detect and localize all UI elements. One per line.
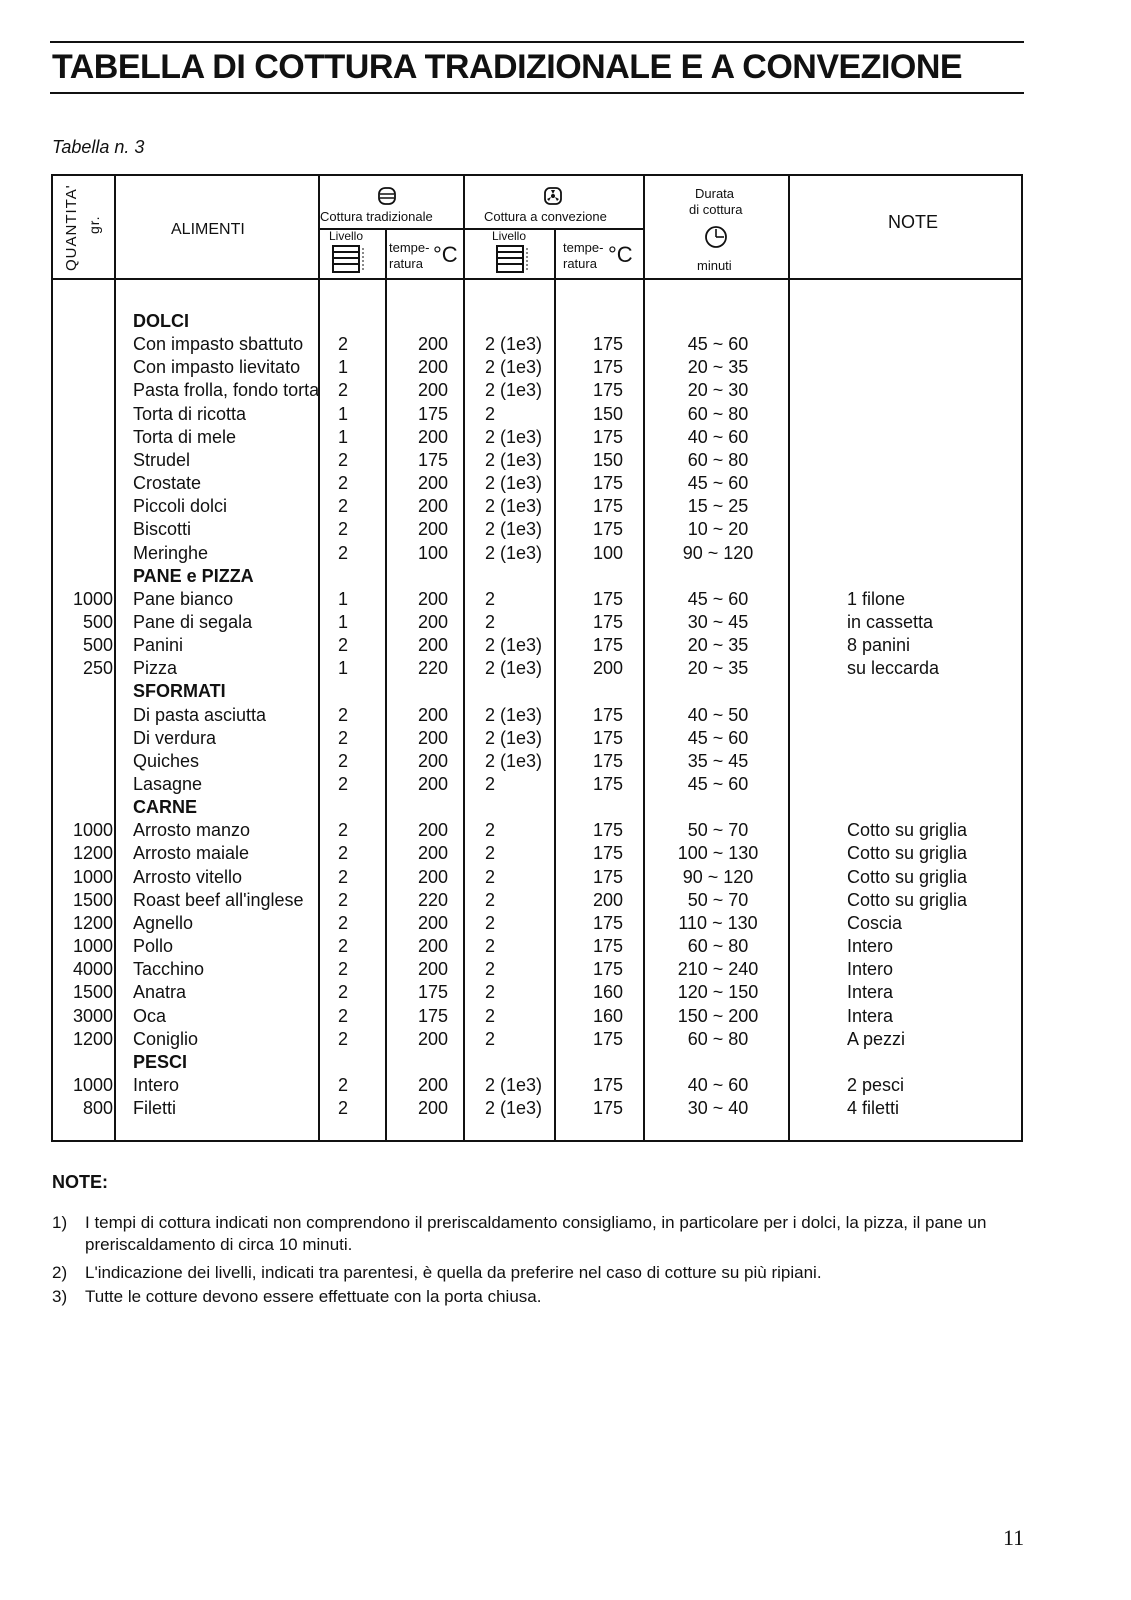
note-text: L'indicazione dei livelli, indicati tra parentesi, è quella da preferire nel caso di cotture su più ripiani.	[85, 1263, 822, 1282]
convection-temp-cell: 160	[592, 982, 624, 1003]
traditional-level-cell: 1	[338, 357, 349, 378]
quantity-cell: 1000	[72, 866, 113, 887]
convection-level-cell: 2 (1e3)	[485, 380, 543, 401]
traditional-temp-cell: 175	[417, 403, 449, 424]
level-label-trad: Livello	[329, 229, 364, 243]
duration-cell: 60 ~ 80	[687, 936, 749, 957]
convection-temp-cell: 175	[592, 588, 624, 609]
notes-title: NOTE:	[52, 1172, 108, 1192]
convection-level-cell: 2 (1e3)	[485, 1074, 543, 1095]
col-divider	[463, 176, 465, 1140]
quantity-cell: 1500	[72, 982, 113, 1003]
duration-cell: 45 ~ 60	[687, 334, 749, 355]
food-cell: Arrosto maiale	[133, 843, 250, 864]
traditional-temp-cell: 200	[417, 1098, 449, 1119]
food-cell: Tacchino	[133, 959, 205, 980]
traditional-level-cell: 2	[338, 727, 349, 748]
notes-header: NOTE	[888, 212, 939, 232]
convection-level-cell: 2	[485, 912, 496, 933]
convection-level-cell: 2	[485, 866, 496, 887]
convection-temp-cell: 160	[592, 1005, 624, 1026]
convection-temp-cell: 175	[592, 380, 624, 401]
quantity-cell: 3000	[72, 1005, 113, 1026]
duration-cell: 20 ~ 30	[687, 380, 749, 401]
food-cell: Pollo	[133, 936, 174, 957]
note-cell: 8 panini	[847, 635, 911, 656]
duration-cell: 45 ~ 60	[687, 588, 749, 609]
traditional-level-cell: 2	[338, 496, 349, 517]
title-rule-bottom	[50, 92, 1024, 94]
food-cell: Intero	[133, 1074, 180, 1095]
traditional-header: Cottura tradizionale	[320, 209, 433, 224]
traditional-temp-cell: 200	[417, 519, 449, 540]
convection-temp-cell: 175	[592, 704, 624, 725]
convection-level-cell: 2 (1e3)	[485, 496, 543, 517]
traditional-temp-cell: 200	[417, 912, 449, 933]
col-divider	[318, 176, 320, 1140]
note-number: 3)	[52, 1287, 68, 1306]
convection-level-cell: 2 (1e3)	[485, 449, 543, 470]
traditional-level-cell: 2	[338, 1005, 349, 1026]
duration-cell: 150 ~ 200	[677, 1005, 759, 1026]
convection-level-cell: 2	[485, 959, 496, 980]
convection-level-cell: 2 (1e3)	[485, 542, 543, 563]
temp-label-conv-1: tempe-	[563, 240, 604, 255]
traditional-temp-cell: 200	[417, 750, 449, 771]
note-item	[52, 1212, 1032, 1256]
traditional-temp-cell: 200	[417, 380, 449, 401]
traditional-temp-cell: 200	[417, 704, 449, 725]
quantity-cell: 1000	[72, 588, 113, 609]
duration-cell: 90 ~ 120	[682, 542, 754, 563]
fan-icon	[543, 186, 563, 211]
traditional-temp-cell: 200	[417, 936, 449, 957]
traditional-level-cell: 2	[338, 843, 349, 864]
temp-unit-trad: °C	[433, 242, 458, 267]
traditional-temp-cell: 200	[417, 959, 449, 980]
convection-header: Cottura a convezione	[484, 209, 607, 224]
traditional-temp-cell: 200	[417, 843, 449, 864]
convection-level-cell: 2	[485, 774, 496, 794]
note-cell: Coscia	[847, 912, 903, 933]
convection-temp-cell: 175	[592, 912, 624, 933]
traditional-temp-cell: 200	[417, 588, 449, 609]
convection-temp-cell: 200	[592, 889, 624, 910]
col-divider	[385, 228, 387, 1140]
note-cell: Cotto su griglia	[847, 843, 968, 864]
convection-temp-cell: 175	[592, 496, 624, 517]
convection-temp-cell: 175	[592, 1074, 624, 1095]
level-label-conv: Livello	[492, 229, 527, 243]
convection-level-cell: 2	[485, 889, 496, 910]
section-heading: SFORMATI	[133, 681, 226, 702]
food-cell: Arrosto vitello	[133, 866, 243, 887]
convection-level-cell: 2 (1e3)	[485, 750, 543, 771]
quantity-cell: 800	[82, 1098, 113, 1119]
quantity-cell: 1200	[72, 1028, 113, 1049]
convection-level-cell: 2	[485, 611, 496, 632]
food-cell: Pane bianco	[133, 588, 234, 609]
traditional-level-cell: 2	[338, 334, 349, 355]
traditional-level-cell: 2	[338, 750, 349, 771]
traditional-temp-cell: 220	[417, 658, 449, 679]
traditional-level-cell: 2	[338, 542, 349, 563]
note-cell: in cassetta	[847, 611, 934, 632]
convection-temp-cell: 175	[592, 750, 624, 771]
traditional-level-cell: 1	[338, 426, 349, 447]
note-number: 1)	[52, 1213, 68, 1232]
note-cell: Intera	[847, 982, 894, 1003]
duration-cell: 210 ~ 240	[677, 959, 759, 980]
duration-cell: 40 ~ 60	[687, 426, 749, 447]
convection-temp-cell: 175	[592, 774, 624, 794]
traditional-level-cell: 2	[338, 635, 349, 656]
header-divider	[53, 278, 1021, 280]
traditional-temp-cell: 200	[417, 635, 449, 656]
food-cell: Anatra	[133, 982, 187, 1003]
page-title: TABELLA DI COTTURA TRADIZIONALE E A CONVEZIONE	[52, 48, 963, 86]
convection-temp-cell: 175	[592, 611, 624, 632]
traditional-temp-cell: 175	[417, 1005, 449, 1026]
traditional-level-cell: 2	[338, 1098, 349, 1119]
food-cell: Roast beef all'inglese	[133, 889, 304, 910]
note-cell: 4 filetti	[847, 1098, 900, 1119]
note-text: Tutte le cotture devono essere effettuate con la porta chiusa.	[85, 1287, 542, 1306]
note-cell: Intero	[847, 936, 894, 957]
cooking-table	[51, 174, 1023, 1142]
food-cell: Agnello	[133, 912, 194, 933]
food-cell: Torta di mele	[133, 426, 237, 447]
traditional-level-cell: 2	[338, 912, 349, 933]
convection-temp-cell: 100	[592, 542, 624, 563]
convection-temp-cell: 175	[592, 936, 624, 957]
traditional-level-cell: 2	[338, 982, 349, 1003]
food-cell: Quiches	[133, 750, 200, 771]
foods-header: ALIMENTI	[171, 221, 245, 238]
table-caption: Tabella n. 3	[52, 137, 145, 157]
duration-unit: minuti	[697, 258, 732, 273]
traditional-level-cell: 2	[338, 1028, 349, 1049]
traditional-temp-cell: 200	[417, 357, 449, 378]
food-cell: Coniglio	[133, 1028, 199, 1049]
duration-cell: 120 ~ 150	[677, 982, 759, 1003]
convection-level-cell: 2	[485, 1028, 496, 1049]
convection-level-cell: 2 (1e3)	[485, 704, 543, 725]
section-heading: PESCI	[133, 1051, 188, 1072]
traditional-level-cell: 2	[338, 1074, 349, 1095]
convection-temp-cell: 175	[592, 519, 624, 540]
duration-cell: 50 ~ 70	[687, 889, 749, 910]
traditional-temp-cell: 200	[417, 334, 449, 355]
traditional-level-cell: 2	[338, 820, 349, 841]
clock-icon	[703, 224, 729, 255]
note-cell: Intera	[847, 1005, 894, 1026]
traditional-level-cell: 2	[338, 380, 349, 401]
note-cell: 1 filone	[847, 588, 906, 609]
temp-label-trad-1: tempe-	[389, 240, 430, 255]
traditional-level-cell: 2	[338, 936, 349, 957]
traditional-temp-cell: 200	[417, 611, 449, 632]
note-cell: su leccarda	[847, 658, 940, 679]
traditional-level-cell: 2	[338, 449, 349, 470]
convection-temp-cell: 175	[592, 727, 624, 748]
shelf-levels-icon	[331, 244, 367, 279]
note-number: 2)	[52, 1263, 68, 1282]
traditional-level-cell: 2	[338, 519, 349, 540]
traditional-temp-cell: 200	[417, 473, 449, 494]
convection-level-cell: 2	[485, 982, 496, 1003]
traditional-temp-cell: 100	[417, 542, 449, 563]
traditional-temp-cell: 200	[417, 820, 449, 841]
convection-temp-cell: 200	[592, 658, 624, 679]
traditional-temp-cell: 220	[417, 889, 449, 910]
duration-cell: 60 ~ 80	[687, 1028, 749, 1049]
duration-cell: 35 ~ 45	[687, 750, 749, 771]
traditional-level-cell: 1	[338, 403, 349, 424]
title-rule-top	[50, 41, 1024, 43]
duration-cell: 45 ~ 60	[687, 473, 749, 494]
traditional-temp-cell: 200	[417, 774, 449, 794]
food-cell: Con impasto sbattuto	[133, 334, 304, 355]
duration-cell: 30 ~ 40	[687, 1098, 749, 1119]
convection-level-cell: 2	[485, 588, 496, 609]
food-cell: Pane di segala	[133, 611, 253, 632]
convection-temp-cell: 150	[592, 449, 624, 470]
duration-label-2: di cottura	[689, 202, 743, 217]
traditional-level-cell: 2	[338, 959, 349, 980]
traditional-temp-cell: 200	[417, 426, 449, 447]
convection-level-cell: 2 (1e3)	[485, 519, 543, 540]
col-divider	[643, 176, 645, 1140]
convection-temp-cell: 150	[592, 403, 624, 424]
convection-temp-cell: 175	[592, 959, 624, 980]
section-heading: DOLCI	[133, 311, 189, 331]
traditional-level-cell: 2	[338, 704, 349, 725]
convection-temp-cell: 175	[592, 635, 624, 656]
food-cell: Panini	[133, 635, 184, 656]
quantity-cell: 500	[82, 635, 113, 656]
quantity-cell: 1200	[72, 912, 113, 933]
food-cell: Oca	[133, 1005, 167, 1026]
convection-level-cell: 2 (1e3)	[485, 727, 543, 748]
traditional-level-cell: 2	[338, 866, 349, 887]
subheader-divider	[318, 228, 643, 230]
traditional-temp-cell: 200	[417, 1028, 449, 1049]
convection-level-cell: 2	[485, 403, 496, 424]
note-cell: Cotto su griglia	[847, 866, 968, 887]
duration-cell: 20 ~ 35	[687, 635, 749, 656]
note-cell: Cotto su griglia	[847, 820, 968, 841]
food-cell: Strudel	[133, 449, 191, 470]
convection-level-cell: 2	[485, 1005, 496, 1026]
duration-cell: 90 ~ 120	[682, 866, 754, 887]
duration-cell: 60 ~ 80	[687, 449, 749, 470]
food-cell: Pasta frolla, fondo torta	[133, 380, 320, 401]
section-heading: CARNE	[133, 797, 198, 818]
convection-temp-cell: 175	[592, 1028, 624, 1049]
food-cell: Filetti	[133, 1098, 177, 1119]
food-cell: Lasagne	[133, 774, 203, 794]
quantity-cell: 1000	[72, 820, 113, 841]
duration-cell: 45 ~ 60	[687, 727, 749, 748]
food-cell: Arrosto manzo	[133, 820, 251, 841]
note-cell: Intero	[847, 959, 894, 980]
food-cell: Meringhe	[133, 542, 209, 563]
convection-temp-cell: 175	[592, 357, 624, 378]
convection-level-cell: 2 (1e3)	[485, 473, 543, 494]
col-divider	[788, 176, 790, 1140]
traditional-temp-cell: 200	[417, 496, 449, 517]
note-cell: 2 pesci	[847, 1074, 905, 1095]
note-cell: A pezzi	[847, 1028, 906, 1049]
convection-level-cell: 2 (1e3)	[485, 426, 543, 447]
temp-label-trad-2: ratura	[389, 256, 423, 271]
convection-level-cell: 2	[485, 820, 496, 841]
col-divider	[554, 228, 556, 1140]
duration-cell: 10 ~ 20	[687, 519, 749, 540]
quantity-unit: gr.	[86, 215, 102, 234]
quantity-cell: 500	[82, 611, 113, 632]
traditional-level-cell: 2	[338, 889, 349, 910]
traditional-temp-cell: 175	[417, 449, 449, 470]
food-cell: Pizza	[133, 658, 178, 679]
quantity-cell: 4000	[72, 959, 113, 980]
convection-temp-cell: 175	[592, 843, 624, 864]
convection-temp-cell: 175	[592, 866, 624, 887]
quantity-cell: 1500	[72, 889, 113, 910]
quantity-header: QUANTITA'	[63, 184, 80, 271]
temp-label-conv-2: ratura	[563, 256, 597, 271]
convection-level-cell: 2 (1e3)	[485, 357, 543, 378]
duration-cell: 50 ~ 70	[687, 820, 749, 841]
traditional-temp-cell: 200	[417, 727, 449, 748]
food-cell: Crostate	[133, 473, 202, 494]
note-text: I tempi di cottura indicati non comprendono il preriscaldamento consigliamo, in particolare per i dolci, la pizza, il pane un preriscaldamento di circa 10 minuti.	[85, 1213, 987, 1254]
col-divider	[114, 176, 116, 1140]
duration-cell: 40 ~ 50	[687, 704, 749, 725]
traditional-level-cell: 2	[338, 473, 349, 494]
food-cell: Di verdura	[133, 727, 217, 748]
shelf-levels-icon	[495, 244, 531, 279]
traditional-level-cell: 1	[338, 588, 349, 609]
food-cell: Biscotti	[133, 519, 192, 540]
food-cell: Di pasta asciutta	[133, 704, 267, 725]
convection-level-cell: 2 (1e3)	[485, 1098, 543, 1119]
traditional-level-cell: 1	[338, 658, 349, 679]
food-cell: Con impasto lievitato	[133, 357, 301, 378]
food-cell: Torta di ricotta	[133, 403, 247, 424]
duration-cell: 20 ~ 35	[687, 357, 749, 378]
convection-level-cell: 2	[485, 936, 496, 957]
note-cell: Cotto su griglia	[847, 889, 968, 910]
duration-cell: 15 ~ 25	[687, 496, 749, 517]
duration-cell: 110 ~ 130	[678, 912, 758, 933]
food-cell: Piccoli dolci	[133, 496, 228, 517]
convection-temp-cell: 175	[592, 1098, 624, 1119]
quantity-cell: 1000	[72, 1074, 113, 1095]
convection-temp-cell: 175	[592, 334, 624, 355]
duration-cell: 60 ~ 80	[687, 403, 749, 424]
convection-level-cell: 2 (1e3)	[485, 334, 543, 355]
duration-cell: 45 ~ 60	[687, 774, 749, 794]
convection-temp-cell: 175	[592, 820, 624, 841]
convection-level-cell: 2 (1e3)	[485, 658, 543, 679]
convection-level-cell: 2 (1e3)	[485, 635, 543, 656]
traditional-temp-cell: 200	[417, 866, 449, 887]
traditional-temp-cell: 175	[417, 982, 449, 1003]
convection-temp-cell: 175	[592, 473, 624, 494]
duration-cell: 100 ~ 130	[677, 843, 759, 864]
quantity-cell: 250	[82, 658, 113, 679]
temp-unit-conv: °C	[608, 242, 633, 267]
oven-traditional-icon	[377, 186, 397, 211]
duration-cell: 40 ~ 60	[687, 1074, 749, 1095]
page-number: 11	[1003, 1525, 1025, 1550]
convection-temp-cell: 175	[592, 426, 624, 447]
duration-cell: 30 ~ 45	[687, 611, 749, 632]
traditional-level-cell: 2	[338, 774, 349, 794]
convection-level-cell: 2	[485, 843, 496, 864]
quantity-cell: 1200	[72, 843, 113, 864]
traditional-level-cell: 1	[338, 611, 349, 632]
duration-label-1: Durata	[695, 186, 735, 201]
section-heading: PANE e PIZZA	[133, 565, 254, 586]
quantity-cell: 1000	[72, 936, 113, 957]
duration-cell: 20 ~ 35	[687, 658, 749, 679]
traditional-temp-cell: 200	[417, 1074, 449, 1095]
